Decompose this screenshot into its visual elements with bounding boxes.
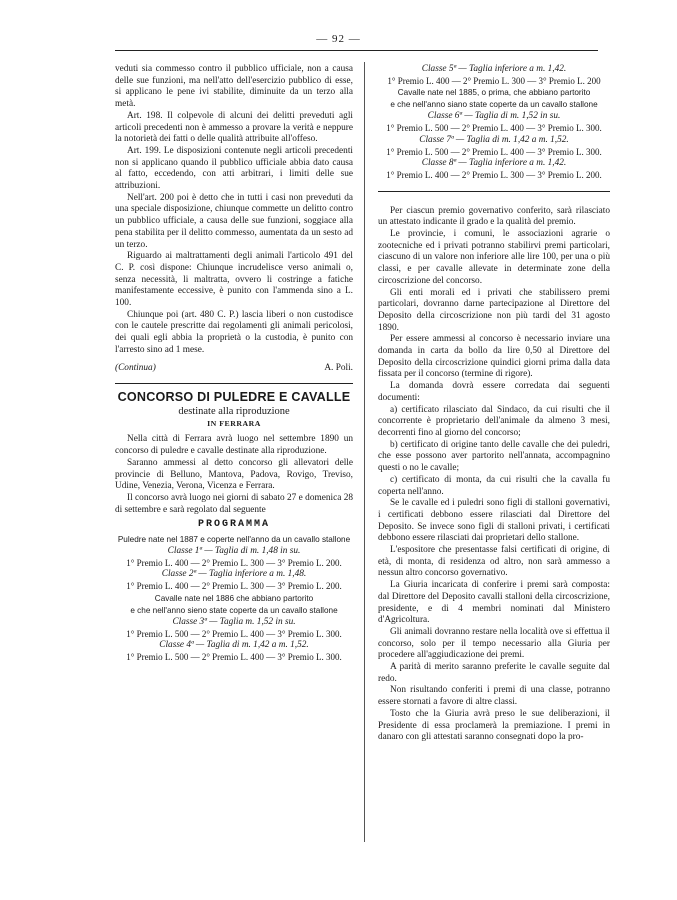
header-rule [115,50,598,51]
section-subtitle: destinate alla riproduzione [178,405,290,417]
class-line: Classe 5ª — Taglia inferiore a m. 1,42. [421,64,567,74]
prize-line: 1° Premio L. 400 — 2° Premio L. 300 — 3° Premio L. 200. [126,557,342,568]
paragraph: a) certificato rilasciato dal Sindaco, da cui risulti che il concorrente è proprietario dell'animale da almeno 3 mesi, decorrenti fino al giorno del concorso; [378,404,610,438]
paragraph: La domanda dovrà essere corredata dai seguenti documenti: [378,381,610,403]
continua-note: (Continua) [115,362,156,373]
class-line: Classe 3ª — Taglia m. 1,52 in su. [172,616,296,627]
section-rule [115,383,353,384]
class-line: Classe 6ª — Taglia di m. 1,52 in su. [427,111,561,122]
paragraph: veduti sia commesso contro il pubblico ufficiale, non a causa delle sue funzioni, ma nell'atto dell'esercizio pubblico di esse, si applicano le pene ivi stabilite, diminuite da un terzo alla metà. [115,64,353,110]
prize-line: 1° Premio L. 500 — 2° Premio L. 400 — 3° Premio L. 300. [386,123,602,134]
paragraph: A parità di merito saranno preferite le cavalle seguite dal redo. [378,662,610,684]
paragraph: Nella città di Ferrara avrà luogo nel settembre 1890 un concorso di puledre e cavalle destinate alla riproduzione. [115,434,353,457]
class-line: Classe 2ª — Taglia inferiore a m. 1,48. [161,569,307,580]
class-line: Classe 1ª — Taglia di m. 1,48 in su. [167,546,301,557]
paragraph: Gli animali dovranno restare nella località ove si effettua il concorso, solo per il tempo necessario alla Giuria per procedere all'aggiudicazione dei premi. [378,626,610,661]
article-signature [115,363,353,375]
section-title: CONCORSO DI PULEDRE E CAVALLE [117,390,351,405]
paragraph: Chiunque poi (art. 480 C. P.) lascia liberi o non custodisce con le cautele prescritte dai regolamenti gli animali pericolosi, dei quali egli abbia la proprietà o la custodia, è punito con l'arresto sino ad 1 mese. [115,309,353,355]
paragraph: Le provincie, i comuni, le associazioni agrarie o zootecniche ed i privati potranno stabilirvi premi particolari, ciascuno di un valore non inferiore alle lire 100, per una o più classi, e per cavalle allevate in determinate zone della circoscrizione del concorso. [378,229,610,286]
paragraph: Art. 198. Il colpevole di alcuni dei delitti preveduti agli articoli precedenti non è ammesso a provare la verità e neppure la notorietà dei fatti o delle qualità attribuite all'offeso. [115,110,353,145]
paragraph: b) certificato di origine tanto delle cavalle che dei puledri, che esse possono aver partorito nell'annata, accompagnino questi o no le cavalle; [378,439,610,474]
category-heading: e che nell'anno siano state coperte da un cavallo stallone [390,100,598,110]
class-line: Classe 4ª — Taglia di m. 1,42 a m. 1,52. [159,640,309,651]
paragraph: Nell'art. 200 poi è detto che in tutti i casi non preveduti da una speciale disposizione, chiunque commette un delitto contro un pubblico ufficiale, a causa delle sue funzioni, soggiace alla pena stabilita per il delitto commesso, aumentata da un sesto ad un terzo. [115,192,353,250]
category-heading: Cavalle nate nel 1886 che abbiano partorito [154,593,314,603]
author-name: A. Poli. [324,362,353,373]
prize-line: 1° Premio L. 400 — 2° Premio L. 300 — 3° Premio L. 200 [387,75,601,86]
prize-line: 1° Premio L. 500 — 2° Premio L. 400 — 3° Premio L. 300. [126,628,342,639]
paragraph: Per ciascun premio governativo conferito, sarà rilasciato un attestato indicante il grado e la qualità del premio. [378,205,610,228]
right-column [378,64,610,744]
column-divider [364,62,365,842]
paragraph: Art. 199. Le disposizioni contenute negli articoli precedenti non si applicano quando il pubblico ufficiale abbia dato causa al fatto, eccedendo, con atti arbitrari, i limiti delle sue attribuzioni. [115,145,353,192]
paragraph: Riguardo ai maltrattamenti degli animali l'articolo 491 del C. P. così dispone: Chiunque incrudelisce verso animali o, senza necessità, li maltratta, ovvero li costringe a fatiche manifestamente eccessive, è punito con l'ammenda sino a L. 100. [115,251,353,309]
paragraph: L'espositore che presentasse falsi certificati di origine, di età, di monta, di residenza od altro, non sarà ammesso a nessun altro concorso governativo. [378,545,610,579]
prize-line: 1° Premio L. 500 — 2° Premio L. 400 — 3° Premio L. 300. [386,146,602,157]
paragraph: La Giuria incaricata di conferire i premi sarà composta: dal Direttore del Deposito cavalli stalloni della circoscrizione, presidente, e di 4 membri nominati dal Ministero d'Agricoltura. [378,580,610,626]
page-number: — 92 — [316,33,361,45]
left-column [115,64,353,664]
category-heading: Puledre nate nel 1887 e coperte nell'anno da un cavallo stallone [117,535,351,545]
section-city: IN FERRARA [207,418,261,428]
paragraph: Tosto che la Giuria avrà preso le sue deliberazioni, il Presidente di essa proclamerà la premiazione. I premi in danaro con gli attestati saranno consegnati dopo la pro- [378,708,610,743]
paragraph: Per essere ammessi al concorso è necessario inviare una domanda in carta da bollo da lire 0,50 al Direttore del Deposito della circoscrizione quindici giorni prima dalla data fissata per il concorso (termine di rigore). [378,334,610,380]
prize-line: 1° Premio L. 400 — 2° Premio L. 300 — 3° Premio L. 200. [126,581,342,592]
category-heading: e che nell'anno sieno state coperte da un cavallo stallone [130,605,338,615]
programma-heading: PROGRAMMA [197,519,270,531]
paragraph: Gli enti morali ed i privati che stabilissero premi particolari, dovranno darne partecipazione al Direttore del Deposito della circoscrizione non più tardi del 31 agosto 1890. [378,287,610,333]
class-line: Classe 7ª — Taglia di m. 1,42 a m. 1,52. [419,134,569,145]
paragraph: Il concorso avrà luogo nei giorni di sabato 27 e domenica 28 di settembre e sarà regolato dal seguente [115,492,353,515]
paragraph: Saranno ammessi al detto concorso gli allevatori delle provincie di Belluno, Mantova, Padova, Rovigo, Treviso, Udine, Venezia, Verona, Vicenza e Ferrara. [115,457,353,492]
class-line: Classe 8ª — Taglia inferiore a m. 1,42. [421,158,567,169]
prize-line: 1° Premio L. 500 — 2° Premio L. 400 — 3° Premio L. 300. [126,651,342,662]
prize-line: 1° Premio L. 400 — 2° Premio L. 300 — 3° Premio L. 200. [386,169,602,180]
section-rule [378,191,610,192]
paragraph: Non risultando conferiti i premi di una classe, potranno essere stornati a favore di altre classi. [378,685,610,708]
paragraph: c) certificato di monta, da cui risulti che la cavalla fu coperta nell'anno. [378,474,610,497]
paragraph: Se le cavalle ed i puledri sono figli di stalloni governativi, i certificati debbono essere rilasciati dal Direttore del Deposito. Se invece sono figli di stalloni privati, i certificati debbono essere rilasciati dai proprietari dello stallone. [378,498,610,544]
category-heading: Cavalle nate nel 1885, o prima, che abbiano partorito [397,88,591,98]
